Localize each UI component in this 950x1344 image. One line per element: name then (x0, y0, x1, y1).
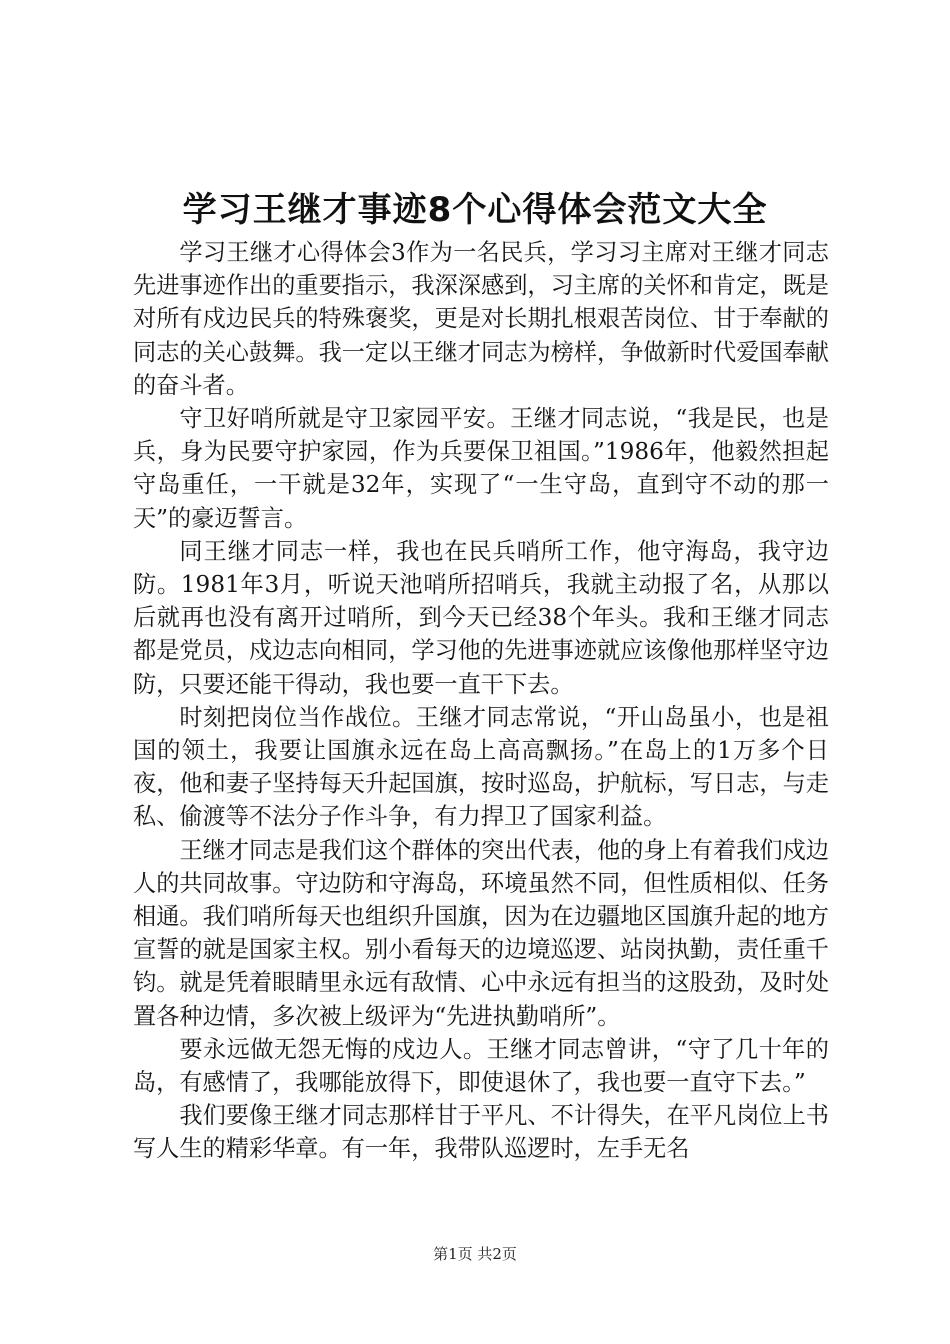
paragraph-5: 王继才同志是我们这个群体的突出代表，他的身上有着我们戍边人的共同故事。守边防和守海岛，环境虽然不同，但性质相似、任务相通。我们哨所每天也组织升国旗，因为在边疆地区国旗升起的地方宣誓的就是国家主权。别小看每天的边境巡逻、站岗执勤，责任重千钧。就是凭着眼睛里永远有敌情、心中永远有担当的这股劲，及时处置各种边情，多次被上级评为“先进执勤哨所”。 (133, 836, 829, 1030)
paragraph-6: 要永远做无怨无悔的戍边人。王继才同志曾讲，“守了几十年的岛，有感情了，我哪能放得下，即使退休了，我也要一直守下去。” (133, 1035, 829, 1097)
document-title: 学习王继才事迹8个心得体会范文大全 (182, 190, 768, 230)
paragraph-2: 守卫好哨所就是守卫家园平安。王继才同志说，“我是民，也是兵，身为民要守护家园，作为兵要保卫祖国。”1986年，他毅然担起守岛重任，一干就是32年，实现了“一生守岛，直到守不动的那一天”的豪迈誓言。 (133, 405, 829, 532)
page-number-footer: 第1页 共2页 (433, 1245, 517, 1263)
paragraph-3: 同王继才同志一样，我也在民兵哨所工作，他守海岛，我守边防。1981年3月，听说天池哨所招哨兵，我就主动报了名，从那以后就再也没有离开过哨所，到今天已经38个年头。我和王继才同志都是党员，戍边志向相同，学习他的先进事迹就应该像他那样坚守边防，只要还能干得动，我也要一直干下去。 (133, 537, 829, 698)
paragraph-4: 时刻把岗位当作战位。王继才同志常说，“开山岛虽小，也是祖国的领土，我要让国旗永远在岛上高高飘扬。”在岛上的1万多个日夜，他和妻子坚持每天升起国旗，按时巡岛，护航标，写日志，与走私、偷渡等不法分子作斗争，有力捍卫了国家利益。 (133, 703, 829, 831)
paragraph-1: 学习王继才心得体会3作为一名民兵，学习习主席对王继才同志先进事迹作出的重要指示，我深深感到，习主席的关怀和肯定，既是对所有戍边民兵的特殊褒奖，更是对长期扎根艰苦岗位、甘于奉献的同志的关心鼓舞。我一定以王继才同志为榜样，争做新时代爱国奉献的奋斗者。 (133, 239, 829, 399)
paragraph-7: 我们要像王继才同志那样甘于平凡、不计得失，在平凡岗位上书写人生的精彩华章。有一年，我带队巡逻时，左手无名 (133, 1102, 829, 1163)
document-body (133, 236, 829, 1166)
